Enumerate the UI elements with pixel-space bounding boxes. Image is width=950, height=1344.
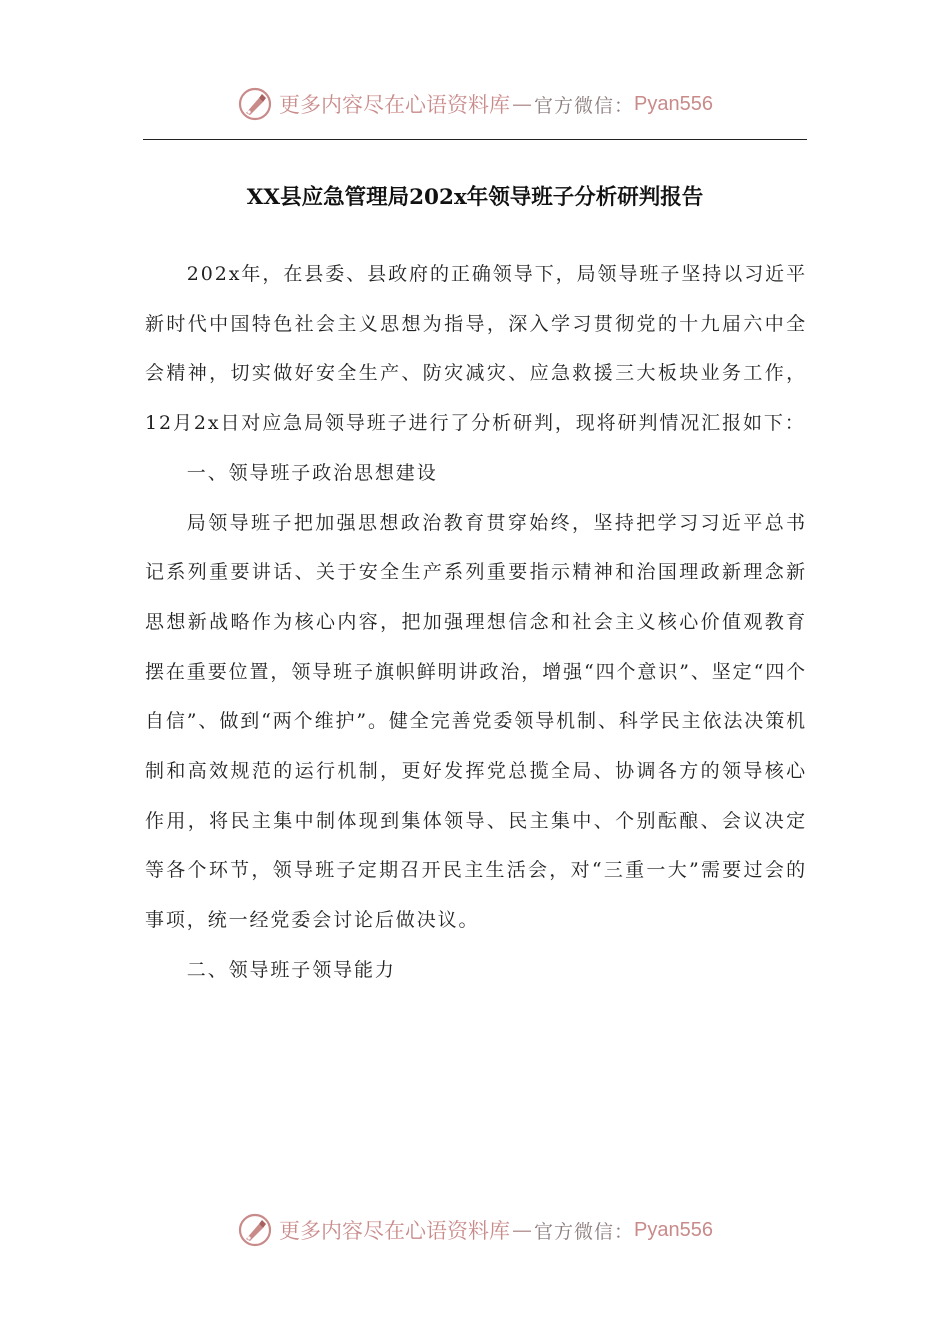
section-heading-2: 二、领导班子领导能力: [186, 958, 396, 981]
banner-wechat-id: Pyan556: [634, 1218, 713, 1241]
paragraph-intro: 202x年，在县委、县政府的正确领导下，局领导班子坚持以习近平新时代中国特色社会主义思想为指导，深入学习贯彻党的十九届六中全会精神，切实做好安全生产、防灾减灾、应急救援三大板块业务工作，12月2x日对应急局领导班子进行了分析研判，现将研判情况汇报如下：: [145, 263, 807, 435]
pen-nib-logo-icon: [237, 1212, 273, 1248]
header-banner: [0, 82, 950, 126]
header-divider: [143, 139, 807, 140]
paragraph-section-1: 局领导班子把加强思想政治教育贯穿始终，坚持把学习习近平总书记系列重要讲话、关于安全生产系列重要指示精神和治国理政新理念新思想新战略作为核心内容，把加强理想信念和社会主义核心价值观教育摆在重要位置，领导班子旗帜鲜明讲政治，增强“四个意识”、坚定“四个自信”、做到“两个维护”。健全完善党委领导机制、科学民主依法决策机制和高效规范的运行机制，更好发挥党总揽全局、协调各方的领导核心作用，将民主集中制体现到集体领导、民主集中、个别酝酿、会议决定等各个环节，领导班子定期召开民主生活会，对“三重一大”需要过会的事项，统一经党委会讨论后做决议。: [145, 511, 807, 932]
banner-separator: —: [512, 1218, 532, 1242]
section-heading-1: 一、领导班子政治思想建设: [186, 461, 438, 484]
banner-main-text: 更多内容尽在心语资料库: [279, 1219, 510, 1243]
banner-wechat-id: Pyan556: [634, 92, 713, 115]
footer-banner: [0, 1208, 950, 1252]
pen-nib-logo-icon: [237, 86, 273, 122]
document-body: [145, 250, 807, 996]
banner-wechat-label: 官方微信：: [534, 1220, 635, 1243]
banner-wechat-label: 官方微信：: [534, 94, 635, 117]
document-title: XX县应急管理局202x年领导班子分析研判报告: [246, 185, 704, 210]
banner-main-text: 更多内容尽在心语资料库: [279, 93, 510, 117]
banner-separator: —: [512, 92, 532, 116]
